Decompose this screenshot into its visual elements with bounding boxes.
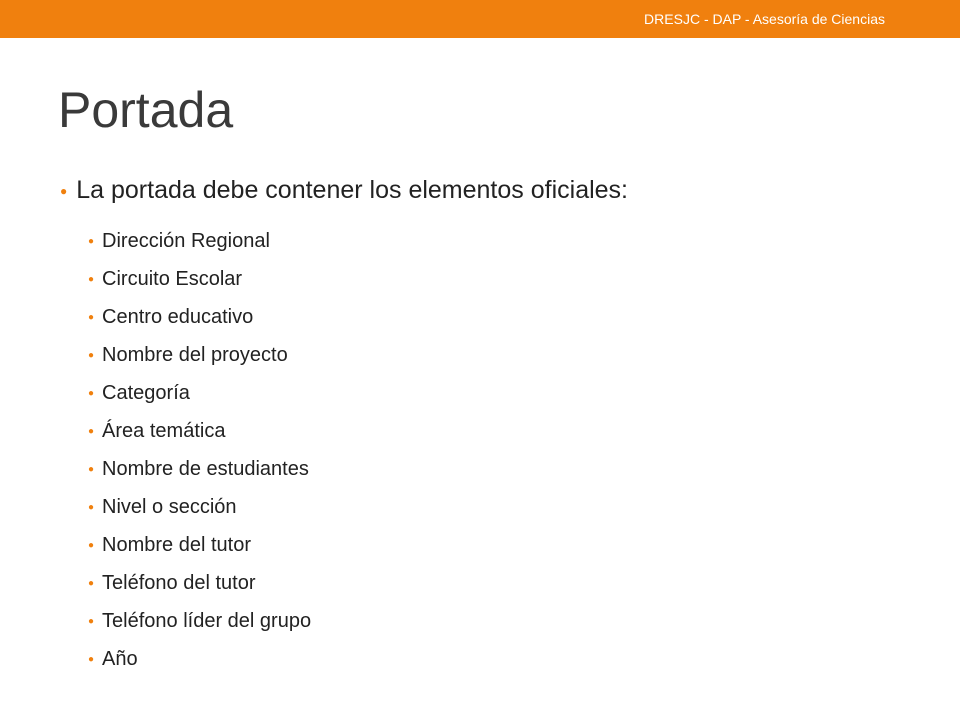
list-item [88,450,311,488]
list-item-label: Teléfono del tutor [102,571,256,594]
slide-title: Portada [58,82,234,138]
list-item [88,336,311,374]
list-item-label: Circuito Escolar [102,267,243,290]
bullet-icon: ● [88,501,95,513]
bullet-icon: ● [88,425,95,437]
bullet-icon: ● [88,273,95,285]
bullet-icon: ● [88,235,95,247]
main-bullet [60,176,628,205]
footer-text: DRESJC - DAP - Asesoría de Ciencias [644,11,885,27]
list-item [88,374,311,412]
list-item [88,640,311,678]
list-item [88,298,311,336]
bullet-icon: ● [88,653,95,665]
list-item-label: Categoría [102,381,190,404]
bullet-icon: ● [88,463,95,475]
list-item-label: Área temática [102,419,226,442]
list-item-label: Dirección Regional [102,229,270,252]
list-item-label: Nombre de estudiantes [102,457,309,480]
list-item [88,488,311,526]
list-item-label: Teléfono líder del grupo [102,609,312,632]
list-item-label: Año [102,647,138,670]
list-item [88,222,311,260]
list-item [88,602,311,640]
bullet-icon: ● [88,577,95,589]
list-item-label: Nivel o sección [102,495,237,518]
bullet-icon: ● [88,311,95,323]
list-item-label: Centro educativo [102,305,254,328]
elements-list [88,222,311,678]
header-bar [0,0,960,38]
list-item-label: Nombre del tutor [102,533,252,556]
bullet-icon: ● [60,183,68,198]
bullet-icon: ● [88,387,95,399]
list-item [88,564,311,602]
main-bullet-text: La portada debe contener los elementos oficiales: [76,176,628,204]
bullet-icon: ● [88,615,95,627]
list-item [88,260,311,298]
bullet-icon: ● [88,539,95,551]
bullet-icon: ● [88,349,95,361]
list-item-label: Nombre del proyecto [102,343,288,366]
list-item [88,526,311,564]
list-item [88,412,311,450]
